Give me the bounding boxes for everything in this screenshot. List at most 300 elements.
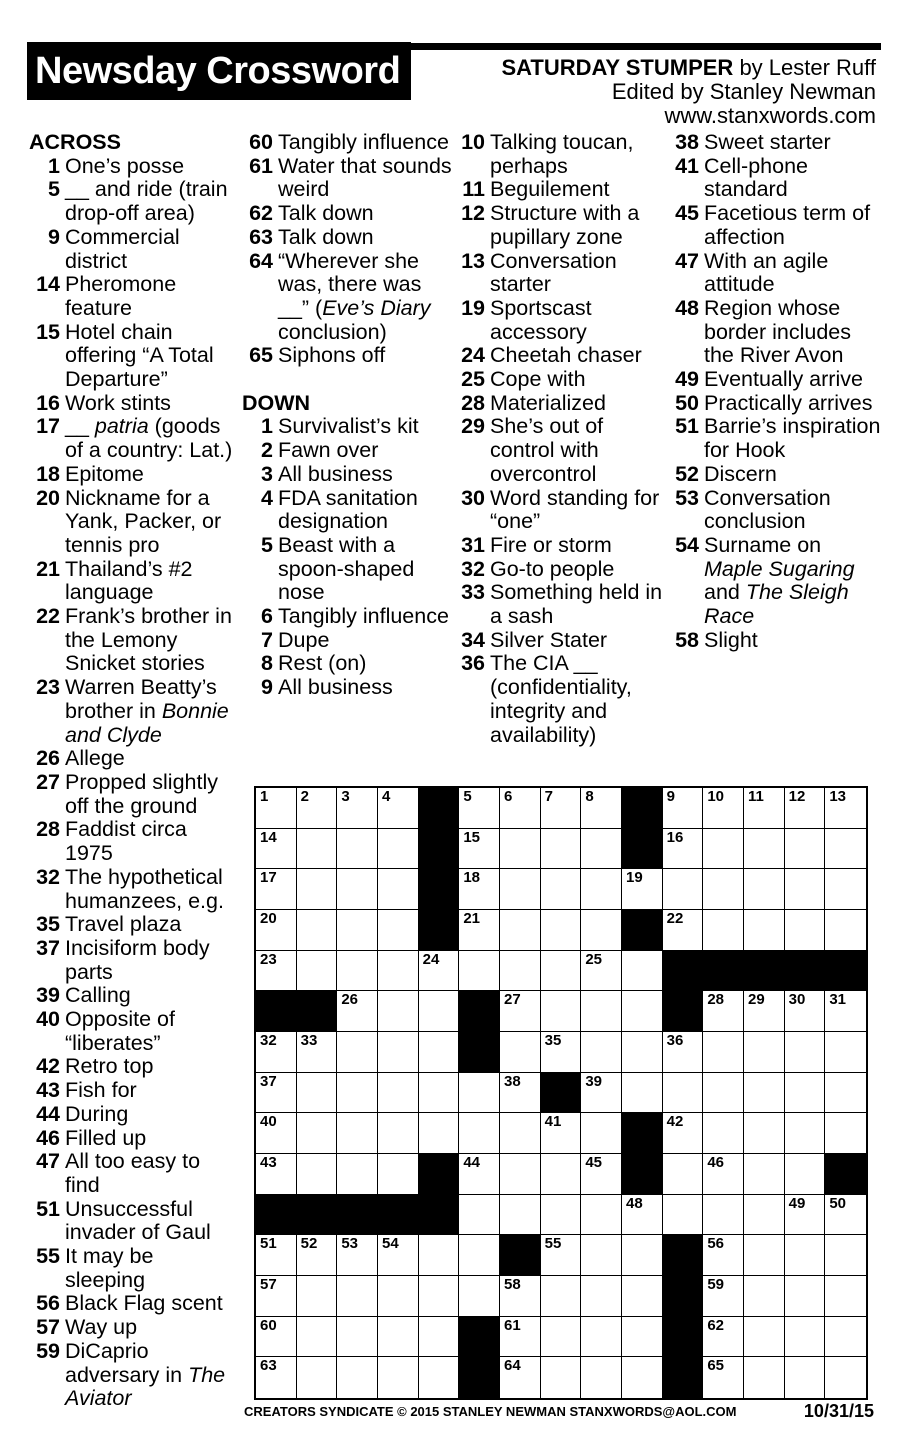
grid-cell[interactable] xyxy=(785,1154,826,1195)
grid-cell[interactable] xyxy=(622,1317,663,1358)
grid-cell[interactable] xyxy=(459,1113,500,1154)
grid-cell[interactable] xyxy=(541,1032,582,1073)
cell-number: 24 xyxy=(422,950,440,968)
clue-text: Survivalist’s kit xyxy=(278,414,419,439)
grid-cell[interactable] xyxy=(297,1235,338,1276)
grid-cell[interactable] xyxy=(337,951,378,992)
grid-cell[interactable] xyxy=(541,1276,582,1317)
clue xyxy=(29,1008,239,1055)
clue xyxy=(668,463,883,487)
grid-cell[interactable] xyxy=(297,1032,338,1073)
grid-cell[interactable] xyxy=(703,829,744,870)
grid-cell[interactable] xyxy=(459,1073,500,1114)
grid-cell[interactable] xyxy=(500,1195,541,1236)
grid-cell[interactable] xyxy=(297,1154,338,1195)
spacer xyxy=(242,368,452,392)
grid-cell[interactable] xyxy=(500,829,541,870)
grid-cell[interactable] xyxy=(256,910,297,951)
black-square xyxy=(622,1154,663,1195)
grid-cell[interactable] xyxy=(581,788,622,829)
clue-number: 41 xyxy=(675,153,699,178)
cell-number: 26 xyxy=(341,991,359,1009)
clue xyxy=(242,629,452,653)
grid-cell[interactable] xyxy=(297,1113,338,1154)
grid-cell[interactable] xyxy=(337,910,378,951)
grid-cell[interactable] xyxy=(297,910,338,951)
clue-text: Cheetah chaser xyxy=(490,343,642,368)
clue xyxy=(668,155,883,202)
grid-cell[interactable] xyxy=(785,1276,826,1317)
grid-cell[interactable] xyxy=(256,1113,297,1154)
grid-cell[interactable] xyxy=(622,1032,663,1073)
grid-cell[interactable] xyxy=(378,869,419,910)
grid-cell[interactable] xyxy=(459,910,500,951)
grid-cell[interactable] xyxy=(500,951,541,992)
cell-number: 42 xyxy=(666,1113,684,1131)
clue-number: 22 xyxy=(36,604,60,629)
grid-cell[interactable] xyxy=(378,1317,419,1358)
cell-number: 13 xyxy=(829,788,847,805)
grid-cell[interactable] xyxy=(541,991,582,1032)
cell-number: 52 xyxy=(300,1235,318,1253)
grid-cell[interactable] xyxy=(337,1317,378,1358)
grid-cell[interactable] xyxy=(825,1235,866,1276)
grid-cell[interactable] xyxy=(825,829,866,870)
grid-cell[interactable] xyxy=(541,910,582,951)
clue-number: 6 xyxy=(261,604,273,629)
clue xyxy=(242,463,452,487)
grid-cell[interactable] xyxy=(459,1154,500,1195)
grid-cell[interactable] xyxy=(378,951,419,992)
clue-text: Talk down xyxy=(278,224,374,249)
grid-cell[interactable] xyxy=(744,910,785,951)
grid-cell[interactable] xyxy=(256,951,297,992)
grid-cell[interactable] xyxy=(825,1195,866,1236)
clue-number: 60 xyxy=(249,130,273,154)
clue-text: Thailand’s #2 language xyxy=(65,556,193,605)
website-link[interactable]: www.stanxwords.com xyxy=(664,103,876,128)
clue-text: Eventually arrive xyxy=(704,367,863,392)
grid-cell[interactable] xyxy=(337,1113,378,1154)
grid-cell[interactable] xyxy=(459,1195,500,1236)
grid-cell[interactable] xyxy=(419,951,460,992)
clue xyxy=(454,487,664,534)
grid-cell[interactable] xyxy=(500,910,541,951)
page-title: Newsday Crossword xyxy=(27,42,411,100)
grid-cell[interactable] xyxy=(500,1032,541,1073)
grid-cell[interactable] xyxy=(622,1195,663,1236)
clue-text: Propped slightly off the ground xyxy=(65,769,218,818)
grid-cell[interactable] xyxy=(825,1032,866,1073)
grid-cell[interactable] xyxy=(459,788,500,829)
clue xyxy=(29,1340,239,1411)
grid-cell[interactable] xyxy=(703,910,744,951)
grid-cell[interactable] xyxy=(581,1113,622,1154)
grid-cell[interactable] xyxy=(297,788,338,829)
clue-text: Conversation starter xyxy=(490,248,617,297)
clue xyxy=(668,368,883,392)
grid-cell[interactable] xyxy=(703,1073,744,1114)
clue-text: Barrie’s inspiration for Hook xyxy=(704,414,881,463)
cell-number: 56 xyxy=(707,1235,725,1253)
grid-cell[interactable] xyxy=(581,869,622,910)
grid-cell[interactable] xyxy=(541,951,582,992)
grid-cell[interactable] xyxy=(378,910,419,951)
grid-cell[interactable] xyxy=(419,1276,460,1317)
grid-cell[interactable] xyxy=(825,1113,866,1154)
clue xyxy=(29,463,239,487)
grid-cell[interactable] xyxy=(785,1357,826,1398)
clue-number: 13 xyxy=(461,248,485,273)
grid-cell[interactable] xyxy=(703,1154,744,1195)
grid-cell[interactable] xyxy=(744,991,785,1032)
grid-cell[interactable] xyxy=(337,1357,378,1398)
grid-cell[interactable] xyxy=(500,788,541,829)
clue-text: Surname on Maple Sugaring and The Sleigh Race xyxy=(704,532,855,629)
cell-number: 6 xyxy=(504,788,513,805)
grid-cell[interactable] xyxy=(744,788,785,829)
clue xyxy=(668,202,883,249)
grid-cell[interactable] xyxy=(744,1113,785,1154)
grid-cell[interactable] xyxy=(785,1113,826,1154)
grid-cell[interactable] xyxy=(703,869,744,910)
grid-cell[interactable] xyxy=(500,1113,541,1154)
clue xyxy=(29,415,239,462)
grid-cell[interactable] xyxy=(378,829,419,870)
clue-number: 30 xyxy=(461,485,485,510)
grid-cell[interactable] xyxy=(378,1032,419,1073)
grid-cell[interactable] xyxy=(703,991,744,1032)
grid-cell[interactable] xyxy=(337,829,378,870)
clue-column-2 xyxy=(242,131,452,700)
grid-cell[interactable] xyxy=(785,869,826,910)
footer-date: 10/31/15 xyxy=(803,1401,874,1421)
grid-cell[interactable] xyxy=(581,829,622,870)
grid-cell[interactable] xyxy=(378,1154,419,1195)
grid-cell[interactable] xyxy=(378,788,419,829)
clue-text: Talk down xyxy=(278,201,374,226)
grid-cell[interactable] xyxy=(500,1317,541,1358)
grid-cell[interactable] xyxy=(256,1154,297,1195)
grid-cell[interactable] xyxy=(744,1317,785,1358)
clue-text: The CIA __ (confidentiality, integrity and availability) xyxy=(490,651,632,747)
grid-cell[interactable] xyxy=(541,1317,582,1358)
cell-number: 49 xyxy=(788,1194,806,1212)
grid-cell[interactable] xyxy=(337,1235,378,1276)
grid-cell[interactable] xyxy=(256,1357,297,1398)
grid-cell[interactable] xyxy=(663,1073,704,1114)
grid-cell[interactable] xyxy=(378,991,419,1032)
clue-number: 34 xyxy=(461,627,485,652)
clue-text: Word standing for “one” xyxy=(490,485,660,534)
grid-cell[interactable] xyxy=(703,1235,744,1276)
clue xyxy=(454,415,664,486)
black-square xyxy=(825,1154,866,1195)
grid-cell[interactable] xyxy=(581,1073,622,1114)
clue-number: 55 xyxy=(36,1244,60,1269)
grid-cell[interactable] xyxy=(703,1195,744,1236)
grid-cell[interactable] xyxy=(785,1235,826,1276)
down-heading: DOWN xyxy=(242,390,311,415)
grid-cell[interactable] xyxy=(825,788,866,829)
grid-cell[interactable] xyxy=(703,1317,744,1358)
clue-number: 38 xyxy=(675,130,699,154)
cell-number: 40 xyxy=(260,1113,277,1131)
grid-cell[interactable] xyxy=(337,869,378,910)
grid-cell[interactable] xyxy=(744,1235,785,1276)
clue xyxy=(668,392,883,416)
grid-cell[interactable] xyxy=(297,869,338,910)
grid-cell[interactable] xyxy=(378,1073,419,1114)
clue xyxy=(454,202,664,249)
black-square xyxy=(663,951,704,992)
grid-cell[interactable] xyxy=(581,1154,622,1195)
grid-cell[interactable] xyxy=(744,1154,785,1195)
grid-cell[interactable] xyxy=(703,1032,744,1073)
clue-number: 14 xyxy=(36,272,60,297)
grid-cell[interactable] xyxy=(500,1276,541,1317)
grid-cell[interactable] xyxy=(419,1032,460,1073)
grid-cell[interactable] xyxy=(744,1195,785,1236)
grid-cell[interactable] xyxy=(622,1073,663,1114)
grid-cell[interactable] xyxy=(256,788,297,829)
grid-cell[interactable] xyxy=(337,1154,378,1195)
grid-cell[interactable] xyxy=(785,1073,826,1114)
clue xyxy=(29,1316,239,1340)
grid-cell[interactable] xyxy=(785,788,826,829)
grid-cell[interactable] xyxy=(581,1235,622,1276)
grid-cell[interactable] xyxy=(744,1073,785,1114)
clue xyxy=(668,487,883,534)
grid-cell[interactable] xyxy=(541,1113,582,1154)
grid-cell[interactable] xyxy=(581,1317,622,1358)
grid-cell[interactable] xyxy=(785,1317,826,1358)
grid-cell[interactable] xyxy=(297,1357,338,1398)
cell-number: 25 xyxy=(585,950,603,968)
grid-cell[interactable] xyxy=(541,869,582,910)
grid-cell[interactable] xyxy=(663,788,704,829)
grid-cell[interactable] xyxy=(256,1235,297,1276)
cell-number: 8 xyxy=(585,788,594,805)
grid-cell[interactable] xyxy=(785,910,826,951)
grid-cell[interactable] xyxy=(297,951,338,992)
grid-cell[interactable] xyxy=(581,1357,622,1398)
grid-cell[interactable] xyxy=(419,1357,460,1398)
clue-number: 63 xyxy=(249,224,273,249)
clue-number: 56 xyxy=(36,1291,60,1316)
grid-cell[interactable] xyxy=(541,1357,582,1398)
grid-cell[interactable] xyxy=(622,1357,663,1398)
black-square xyxy=(256,991,297,1032)
cell-number: 28 xyxy=(707,991,725,1009)
grid-cell[interactable] xyxy=(622,869,663,910)
grid-cell[interactable] xyxy=(297,1317,338,1358)
grid-cell[interactable] xyxy=(459,1235,500,1276)
cell-number: 17 xyxy=(260,869,277,887)
grid-cell[interactable] xyxy=(785,1032,826,1073)
clue-number: 19 xyxy=(461,295,485,320)
grid-cell[interactable] xyxy=(256,829,297,870)
grid-cell[interactable] xyxy=(378,1235,419,1276)
clue-number: 45 xyxy=(675,201,699,226)
grid-cell[interactable] xyxy=(256,1276,297,1317)
grid-cell[interactable] xyxy=(541,1154,582,1195)
grid-cell[interactable] xyxy=(541,1195,582,1236)
clue xyxy=(454,297,664,344)
grid-cell[interactable] xyxy=(541,788,582,829)
clue-text: Beguilement xyxy=(490,177,610,202)
clue-number: 4 xyxy=(261,485,273,510)
grid-cell[interactable] xyxy=(663,1195,704,1236)
grid-cell[interactable] xyxy=(581,991,622,1032)
grid-cell[interactable] xyxy=(663,869,704,910)
clue-number: 8 xyxy=(261,651,273,676)
grid-cell[interactable] xyxy=(825,1276,866,1317)
grid-cell[interactable] xyxy=(500,1073,541,1114)
clue xyxy=(29,178,239,225)
grid-cell[interactable] xyxy=(744,869,785,910)
grid-cell[interactable] xyxy=(378,1357,419,1398)
crossword-grid xyxy=(254,786,868,1400)
grid-cell[interactable] xyxy=(419,1235,460,1276)
clue xyxy=(242,487,452,534)
grid-cell[interactable] xyxy=(500,869,541,910)
black-square xyxy=(459,991,500,1032)
grid-cell[interactable] xyxy=(541,829,582,870)
grid-cell[interactable] xyxy=(825,910,866,951)
grid-cell[interactable] xyxy=(744,1276,785,1317)
grid-cell[interactable] xyxy=(622,991,663,1032)
clue xyxy=(29,1055,239,1079)
grid-cell[interactable] xyxy=(419,1317,460,1358)
cell-number: 44 xyxy=(463,1154,481,1171)
clue-number: 46 xyxy=(36,1125,60,1150)
clue-number: 7 xyxy=(261,627,273,652)
grid-cell[interactable] xyxy=(744,1357,785,1398)
cell-number: 43 xyxy=(260,1154,277,1171)
black-square xyxy=(459,1357,500,1398)
grid-cell[interactable] xyxy=(419,1073,460,1114)
grid-cell[interactable] xyxy=(500,1357,541,1398)
grid-cell[interactable] xyxy=(256,1073,297,1114)
grid-cell[interactable] xyxy=(337,1276,378,1317)
grid-cell[interactable] xyxy=(459,1276,500,1317)
grid-cell[interactable] xyxy=(825,991,866,1032)
black-square xyxy=(297,991,338,1032)
cell-number: 53 xyxy=(341,1235,359,1253)
grid-cell[interactable] xyxy=(378,1276,419,1317)
grid-cell[interactable] xyxy=(663,910,704,951)
clue-text: All business xyxy=(278,675,393,700)
cell-number: 23 xyxy=(260,950,277,968)
grid-cell[interactable] xyxy=(378,1113,419,1154)
clue-number: 44 xyxy=(36,1101,60,1126)
grid-cell[interactable] xyxy=(337,788,378,829)
cell-number: 27 xyxy=(504,991,521,1009)
grid-cell[interactable] xyxy=(581,951,622,992)
clue xyxy=(668,415,883,462)
grid-cell[interactable] xyxy=(419,991,460,1032)
clue xyxy=(29,558,239,605)
grid-cell[interactable] xyxy=(703,1357,744,1398)
clue xyxy=(29,1292,239,1316)
grid-cell[interactable] xyxy=(825,869,866,910)
grid-cell[interactable] xyxy=(785,1195,826,1236)
grid-cell[interactable] xyxy=(663,1113,704,1154)
black-square xyxy=(419,829,460,870)
grid-cell[interactable] xyxy=(703,1276,744,1317)
grid-cell[interactable] xyxy=(622,1235,663,1276)
clue-text: All too easy to find xyxy=(65,1149,201,1197)
black-square xyxy=(703,951,744,992)
grid-cell[interactable] xyxy=(663,1032,704,1073)
grid-cell[interactable] xyxy=(256,1032,297,1073)
clue-text: Fire or storm xyxy=(490,532,612,557)
grid-cell[interactable] xyxy=(622,951,663,992)
clue-text: Dupe xyxy=(278,627,330,652)
grid-cell[interactable] xyxy=(500,1154,541,1195)
grid-cell[interactable] xyxy=(337,1073,378,1114)
grid-cell[interactable] xyxy=(500,991,541,1032)
footer xyxy=(244,1401,874,1421)
grid-cell[interactable] xyxy=(459,951,500,992)
grid-cell[interactable] xyxy=(581,1032,622,1073)
grid-cell[interactable] xyxy=(825,1357,866,1398)
cell-number: 2 xyxy=(300,788,309,805)
cell-number: 16 xyxy=(666,828,684,846)
clue-text: FDA sanitation designation xyxy=(278,485,418,534)
grid-cell[interactable] xyxy=(581,1276,622,1317)
grid-cell[interactable] xyxy=(744,1032,785,1073)
grid-cell[interactable] xyxy=(337,991,378,1032)
clue xyxy=(454,178,664,202)
grid-cell[interactable] xyxy=(825,1073,866,1114)
cell-number: 41 xyxy=(544,1113,562,1131)
grid-cell[interactable] xyxy=(337,1032,378,1073)
grid-cell[interactable] xyxy=(297,829,338,870)
grid-cell[interactable] xyxy=(256,1317,297,1358)
grid-cell[interactable] xyxy=(256,869,297,910)
grid-cell[interactable] xyxy=(581,910,622,951)
grid-cell[interactable] xyxy=(663,1154,704,1195)
clue-text: The hypothetical humanzees, e.g. xyxy=(65,864,224,913)
grid-cell[interactable] xyxy=(744,829,785,870)
grid-cell[interactable] xyxy=(663,829,704,870)
clue xyxy=(29,866,239,913)
grid-cell[interactable] xyxy=(622,1276,663,1317)
black-square xyxy=(663,1276,704,1317)
grid-cell[interactable] xyxy=(581,1195,622,1236)
grid-cell[interactable] xyxy=(825,1317,866,1358)
grid-cell[interactable] xyxy=(785,829,826,870)
clue-number: 27 xyxy=(36,769,60,794)
grid-cell[interactable] xyxy=(459,829,500,870)
grid-cell[interactable] xyxy=(703,788,744,829)
cell-number: 5 xyxy=(463,788,472,805)
grid-cell[interactable] xyxy=(297,1276,338,1317)
grid-cell[interactable] xyxy=(785,991,826,1032)
clue-number: 61 xyxy=(249,153,273,178)
grid-cell[interactable] xyxy=(703,1113,744,1154)
black-square xyxy=(622,910,663,951)
clue-text: Black Flag scent xyxy=(65,1291,223,1316)
grid-cell[interactable] xyxy=(419,1113,460,1154)
grid-cell[interactable] xyxy=(541,1235,582,1276)
grid-cell[interactable] xyxy=(297,1073,338,1114)
grid-cell[interactable] xyxy=(459,869,500,910)
cell-number: 9 xyxy=(666,788,675,805)
clue-number: 28 xyxy=(461,390,485,415)
